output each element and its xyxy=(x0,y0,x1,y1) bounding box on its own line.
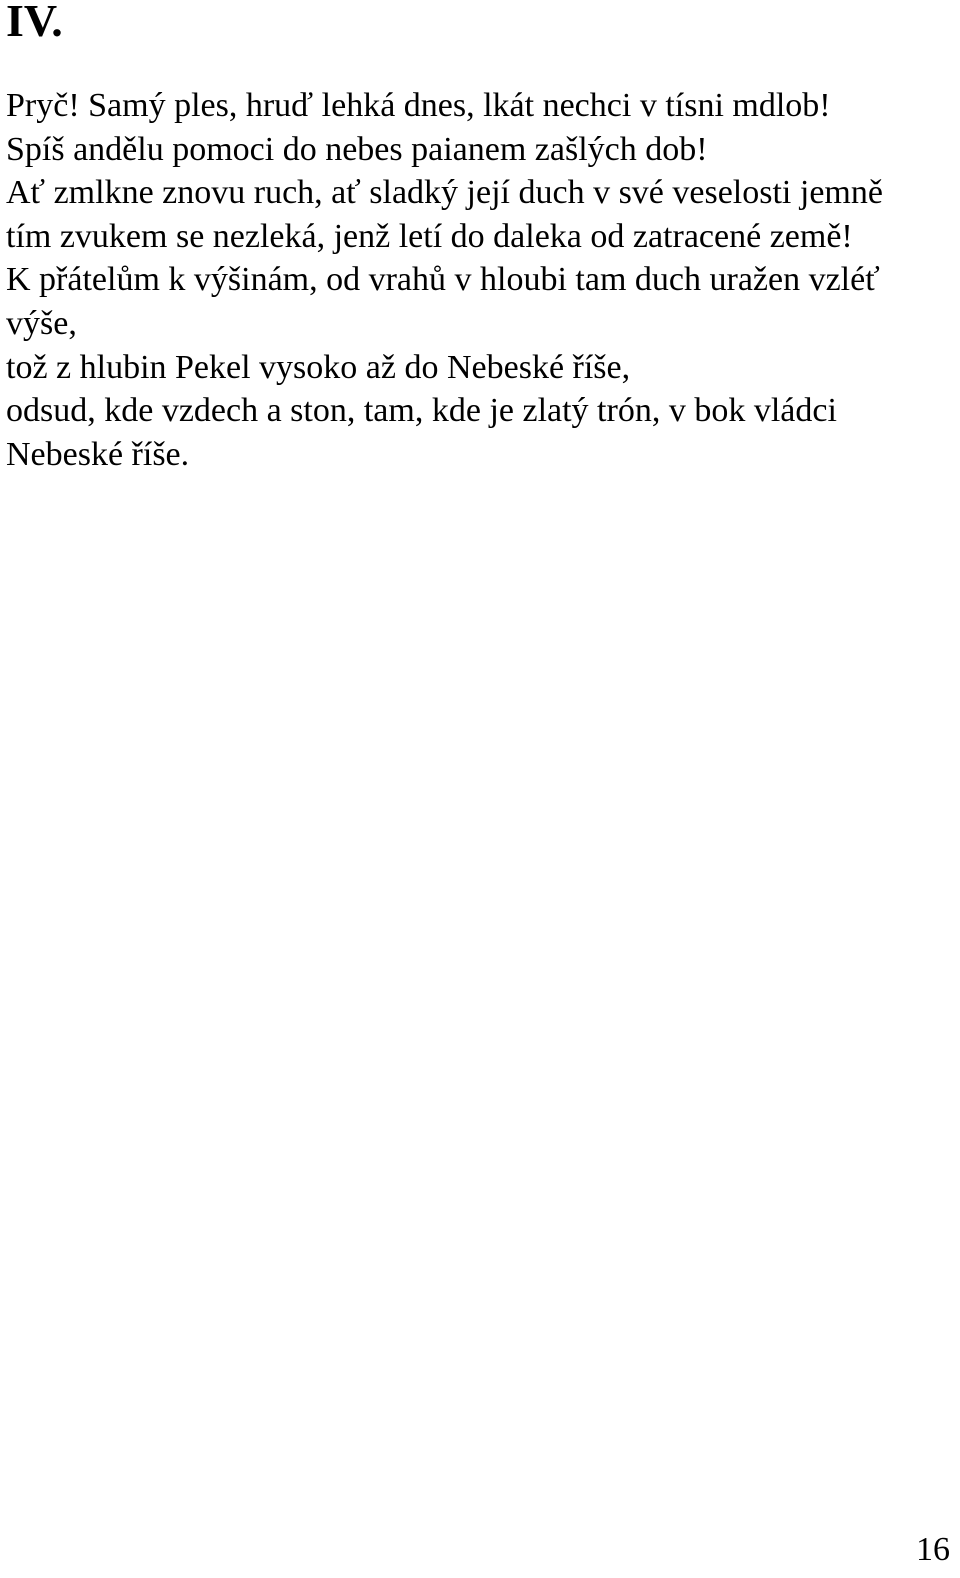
page-number: 16 xyxy=(916,1531,950,1568)
poem-verse xyxy=(6,84,954,476)
verse-line-4: tím zvukem se nezleká, jenž letí do daleka od zatracené země! xyxy=(6,217,853,255)
verse-line-6: tož z hlubin Pekel vysoko až do Nebeské říše, xyxy=(6,348,631,386)
verse-line-7: odsud, kde vzdech a ston, tam, kde je zlatý trón, v bok vládci Nebeské říše. xyxy=(6,392,837,473)
verse-line-3: Ať zmlkne znovu ruch, ať sladký její duch v své veselosti jemně xyxy=(6,174,883,212)
verse-line-2: Spíš andělu pomoci do nebes paianem zašlých dob! xyxy=(6,130,708,168)
verse-line-1: Pryč! Samý ples, hruď lehká dnes, lkát nechci v tísni mdlob! xyxy=(6,87,831,124)
verse-line-5: K přátelům k výšinám, od vrahů v hloubi tam duch uražen vzléť výše, xyxy=(6,261,880,342)
section-heading: IV. xyxy=(6,0,63,46)
